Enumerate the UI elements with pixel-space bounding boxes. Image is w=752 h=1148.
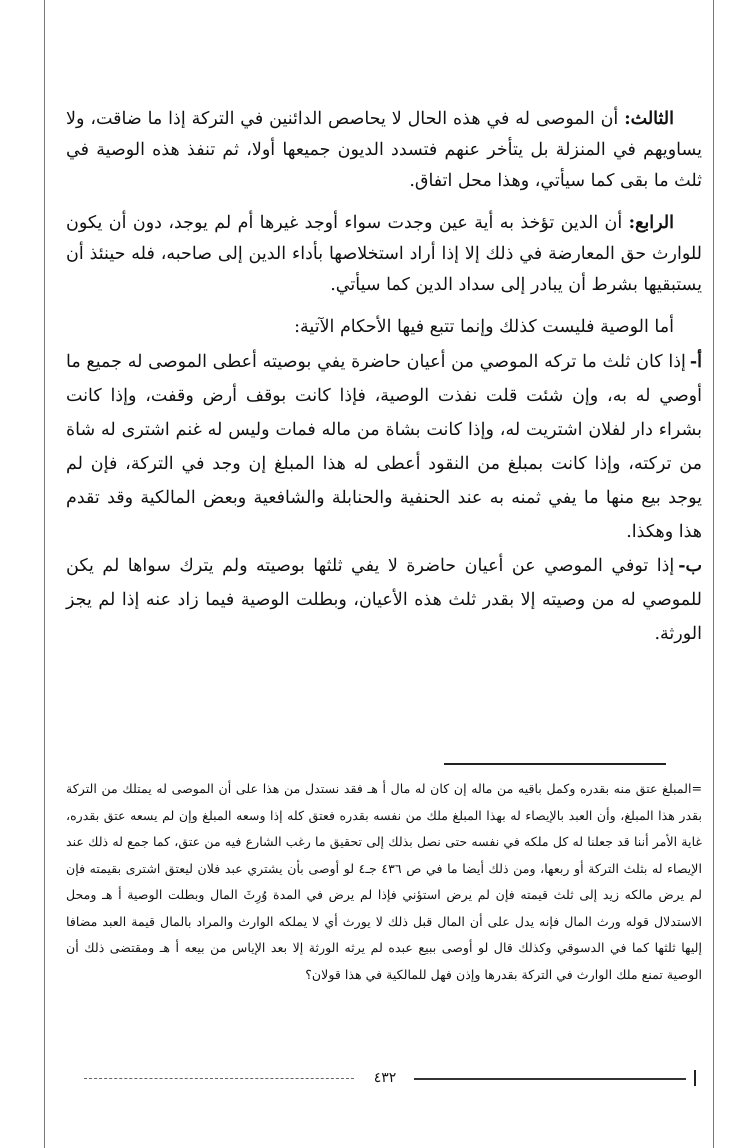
list-item-text: إذا كان ثلث ما تركه الموصي من أعيان حاضرة يفي بوصيته أعطى الموصى له جميع ما أوصي له به، وإن شئت قلت نفذت الوصية، فإذا كانت بوقف أرض وقفت، وإذا كانت بشراء دار لفلان اشتريت له، وإذا كانت بشاة من ماله فمات وليس له غنم اشترى له شاة من تركته، وإذا كانت بمبلغ من النقود أعطى له هذا المبلغ إن وجد في التركة، فإن لم يوجد بيع منها ما يفي ثمنه به عند الحنفية والحنابلة والشافعية وبعض المالكية وقد تقدم هذا وهكذا. [66, 352, 702, 542]
list-item-letter: ب- [678, 556, 702, 576]
paragraph-text: أن الموصى له في هذه الحال لا يحاصص الدائنين في التركة إذا ما ضاقت، ولا يساويهم في المنزلة بل يتأخر عنهم فتسدد الديون جميعها أولا، ثم تنفذ هذه الوصية في ثلث ما بقى كما سيأتي، وهذا محل اتفاق. [66, 109, 702, 191]
footer-rule-right [414, 1078, 686, 1080]
list-item-letter: أ- [689, 352, 702, 372]
paragraph-label: الرابع: [628, 213, 674, 233]
footer-end-mark [694, 1070, 696, 1086]
page-number: ٤٣٢ [373, 1070, 397, 1086]
main-text [66, 104, 702, 651]
list-item-text: إذا توفي الموصي عن أعيان حاضرة لا يفي ثلثها بوصيته ولم يترك سواها لم يكن للموصي له من وصيته إلا بقدر ثلث هذه الأعيان، وبطلت الوصية فيما زاد عنه إذا لم يجز الورثة. [66, 556, 702, 644]
footnote-separator [444, 763, 666, 765]
list-item [66, 549, 702, 651]
paragraph-text: أن الدين تؤخذ به أية عين وجدت سواء أوجد غيرها أم لم يوجد، دون أن يكون للوارث حق المعارضة في ذلك إلا إذا أراد استخلاصها بأداء الدين إلى صاحبه، فله حينئذ أن يستبقيها بشرط أن يبادر إلى سداد الدين كما سيأتي. [66, 213, 702, 295]
paragraph-label: الثالث: [624, 109, 674, 129]
paragraph-fourth [66, 208, 702, 301]
page-footer [84, 1066, 696, 1090]
rules-intro: أما الوصية فليست كذلك وإنما تتبع فيها الأحكام الآتية: [294, 317, 674, 337]
list-item [66, 345, 702, 549]
footnote [66, 776, 702, 988]
footnote-text: =المبلغ عتق منه بقدره وكمل باقيه من ماله إن كان له مال أ هـ فقد نستدل من هذا على أن الموصى له يمتلك من التركة بقدر هذا المبلغ، وأن العبد بالإيصاء له بهذا المبلغ ملك من نفسه بقدره فعتق كله إذا وسعه المبلغ وإن لم يسعه عتق بقدره، غاية الأمر أننا قد جعلنا له كل ملكه في نفسه حتى نصل بذلك إلى تحقيق ما رغب الشارع فيه من عتق، كما جمع له ذلك عند الإيصاء له بثلث التركة أو ربعها، ومن ذلك أيضا ما في ص ٤٣٦ جـ٤ لو أوصى بأن يشتري عبد فلان ليعتق اشترى بقيمته فإن لم يرض مالكه زيد إلى ثلث قيمته فإن لم يرض استؤني فإذا لم يرض في المدة وُرِثَ المال وبطلت الوصية أ هـ ومحل الاستدلال قوله ورث المال فإنه يدل على أن المال قبل ذلك لا يورث أي لا يملكه الوارث والمراد بالمال قيمة العبد مضافا إليها ثلثها كما في الدسوقي وكذلك قال لو أوصى ببيع عبده لم يرثه الورثة إلا بعد الإياس من بيعه أ هـ ومقتضى ذلك أن الوصية تمنع ملك الوارث في التركة بقدرها وإذن فهل للمالكية في هذا قولان؟ [66, 781, 702, 982]
footer-rule-left [84, 1078, 354, 1079]
paragraph-third [66, 104, 702, 197]
